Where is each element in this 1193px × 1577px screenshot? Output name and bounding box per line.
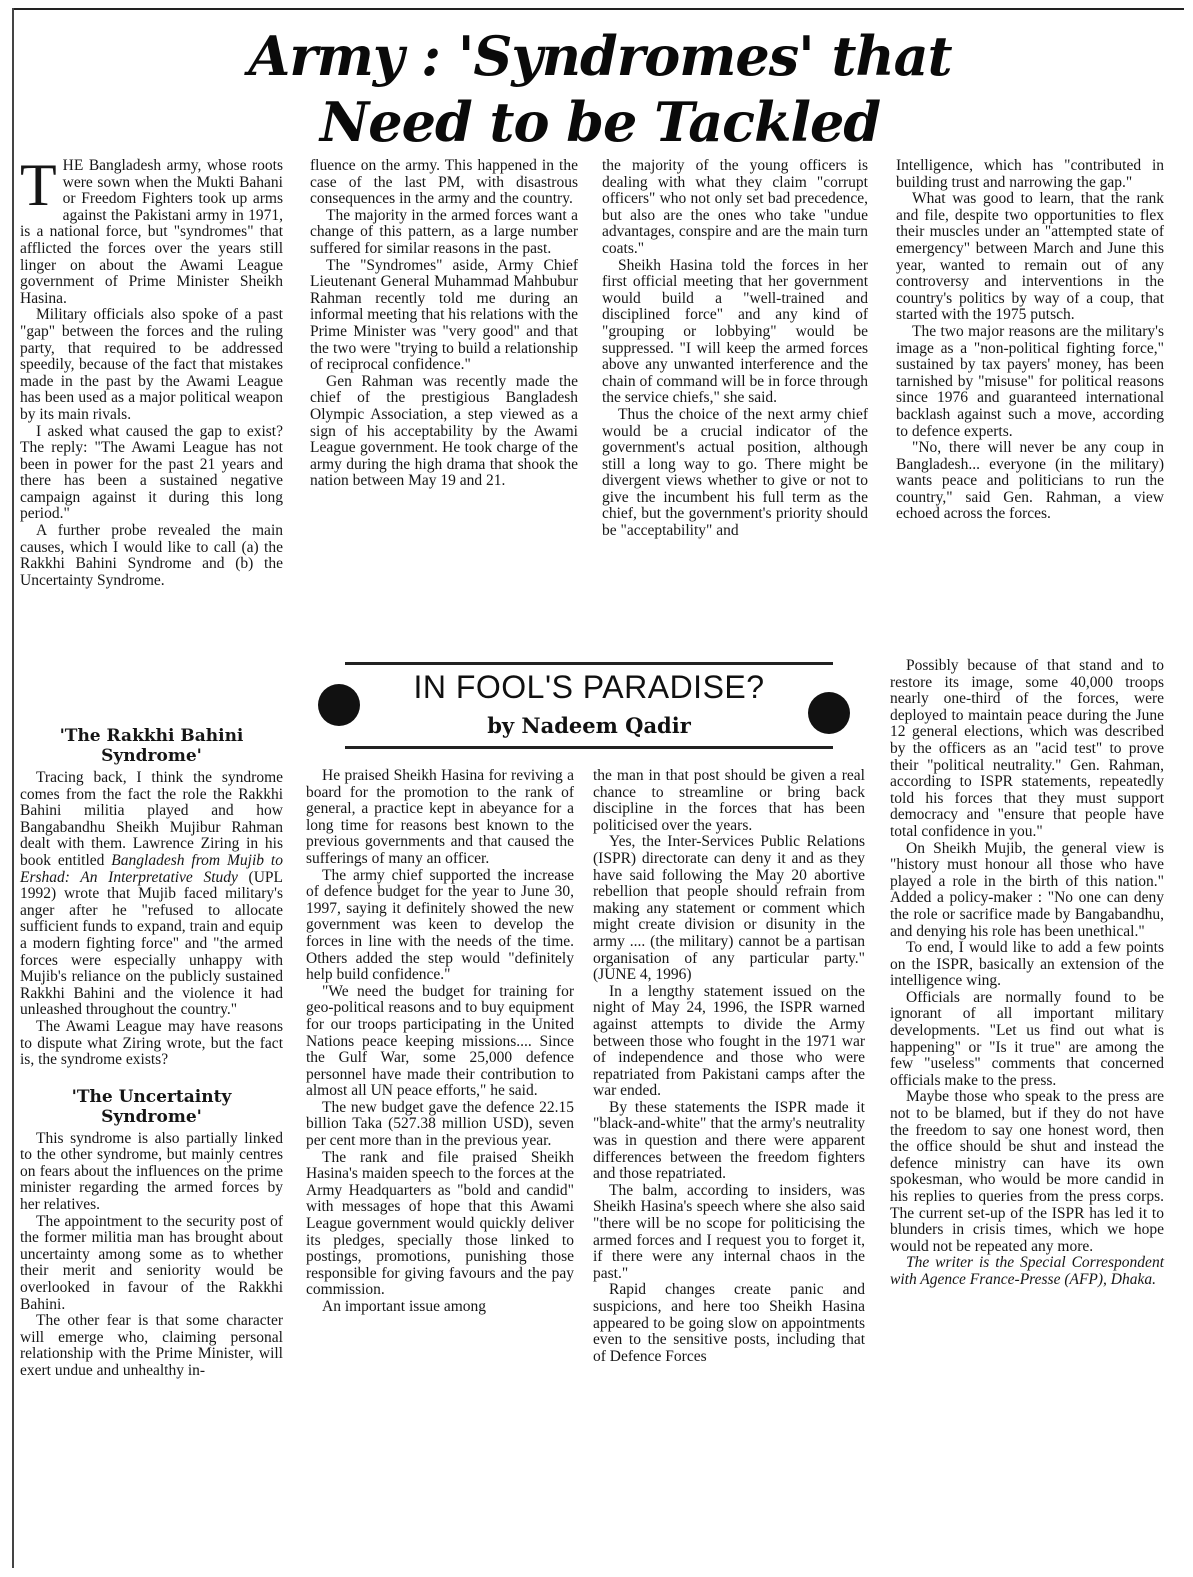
drop-cap: T: [20, 152, 57, 218]
bullet-dot-right: [808, 692, 850, 734]
paragraph: the majority of the young officers is dealing with what they claim "corrupt officers" who not only set bad precedence, but also are the ones who take "undue advantages, conspire and are the main turn coats.": [602, 157, 868, 257]
paragraph: Officials are normally found to be ignorant of all important military developments. "Let us find out what is happening" or "Is it true" are among the few "useless" comments that concerned officials make to the press.: [890, 988, 1164, 1089]
paragraph: The majority in the armed forces want a change of this pattern, as a large number suffered for similar reasons in the past.: [310, 206, 578, 257]
paragraph: Maybe those who speak to the press are not to be blamed, but if they do not have the freedom to say one honest word, then the office should be shut and instead the defence ministry can have its own spokesman, who would be more candid in his replies to queries from the press corps. The current set-up of the ISPR has led it to blunders in crisis times, which we hope would not be repeated any more.: [890, 1088, 1164, 1255]
paragraph: An important issue among: [322, 1298, 487, 1315]
paragraph: Rapid changes create panic and suspicions, and here too Sheikh Hasina appeared to be going slow on appointments even to the sensitive posts, including that of Defence Forces: [593, 1281, 865, 1365]
column-title: IN FOOL'S PARADISE?: [413, 669, 765, 705]
paragraph: fluence on the army. This happened in the case of the last PM, with disastrous consequences in the army and the country.: [310, 157, 578, 208]
article-column-2: [310, 158, 578, 490]
paragraph: In a lengthy statement issued on the night of May 24, 1996, the ISPR warned against attempts to divide the Army between those who fought in the 1971 war of independence and those who were repatriated from Pakistani camps after the war ended.: [593, 982, 865, 1100]
paragraph: The rank and file praised Sheikh Hasina's maiden speech to the forces at the Army Headquarters as "bold and candid" with messages of hope that this Awami League government would quickly deliver its pledges, specially those linked to postings, promotions, punishing those responsible for giving favours and the pay commission.: [306, 1148, 574, 1299]
paragraph: I asked what caused the gap to exist? The reply: "The Awami League has not been in power for the past 21 years and there has been a sustained negative campaign against it during this long period.": [20, 422, 283, 523]
paragraph: "We need the budget for training for geo-political reasons and to buy equipment for our troops participating in the United Nations peace keeping missions.... Since the Gulf War, some 25,000 defence personnel have made their contribution to almost all UN peace efforts," he said.: [306, 982, 574, 1100]
paragraph: Yes, the Inter-Services Public Relations (ISPR) directorate can deny it and as they have said following the May 20 abortive rebellion that people should refrain from making any statement or comment which might create division or disunity in the army .... (the military) cannot be a partisan organisation of any particular party." (JUNE 4, 1996): [593, 833, 865, 984]
paragraph: Gen Rahman was recently made the chief of the prestigious Bangladesh Olympic Association, a step viewed as a sign of his acceptability by the Awami League government. He took charge of the army during the high drama that shook the nation between May 19 and 21.: [310, 372, 578, 490]
paragraph: This syndrome is also partially linked to the other syndrome, but mainly centres on fears about the influences on the prime minister regarding the armed forces by her relatives.: [20, 1129, 283, 1214]
paragraph: Tracing back, I think the syndrome comes from the fact the role the Rakkhi Bahini militia played and how Bangabandhu Sheikh Mujibur Rahman dealt with them. Lawrence Ziring in his book entitled Bangladesh from Mujib to Ershad: An Interpretative Study (UPL 1992) wrote that Mujib faced military's anger after he "refused to allocate sufficient funds to expand, train and equip a modern fighting force" and "the armed forces were especially unhappy with Mujib's reliance on the publicly sustained Rakkhi Bahini and the violence it had unleashed throughout the country.": [20, 769, 283, 1019]
paragraph: "No, there will never be any coup in Bangladesh... everyone (in the military) wants peace and politicians to run the country," said Gen. Rahman, a view echoed across the forces.: [896, 439, 1164, 523]
paragraph: The Awami League may have reasons to dispute what Ziring wrote, but the fact is, the syndrome exists?: [20, 1017, 283, 1069]
paragraph: By these statements the ISPR made it "black-and-white" that the army's neutrality was in question and there were apparent differences between the freedom fighters and those repatriated.: [593, 1098, 865, 1183]
paragraph: Possibly because of that stand and to restore its image, some 40,000 troops nearly one-third of the forces, were deployed to maintain peace during the June 12 general elections, which was described by the officers as an "acid test" to prove their "political neutrality." Gen. Rahman, according to ISPR statements, repeatedly told his forces that they must support democracy and "ensure that people have total confidence in you.": [890, 657, 1164, 840]
paragraph: Military officials also spoke of a past "gap" between the forces and the ruling party, that required to be addressed speedily, because of the fact that mistakes made in the past by the Awami League has been used as a major political weapon by its main rivals.: [20, 306, 283, 423]
subheading-uncertainty: 'The Uncertainty Syndrome': [71, 1086, 232, 1127]
headline-line-2: Need to be Tackled: [319, 90, 881, 154]
paragraph: What was good to learn, that the rank and file, despite two opportunities to flex their muscles under an "attempted state of emergency" between March and June this year, wanted to remain out of any controversy and interventions in the country's politics by way of a coup, that started with the 1975 putsch.: [896, 190, 1164, 324]
article-column-4: [896, 158, 1164, 523]
paragraph: He praised Sheikh Hasina for reviving a board for the promotion to the rank of general, a practice kept in abeyance for a long time for reasons best known to the previous governments and that caused the sufferings of many an officer.: [306, 767, 574, 867]
paragraph: THE Bangladesh army, whose roots were sown when the Mukti Bahani or Freedom Fighters took up arms against the Pakistani army in 1971, is a national force, but "syndromes" that afflicted the forces over the years still linger on about the Awami League government of Prime Minister Sheikh Hasina.: [20, 152, 283, 307]
paragraph: The appointment to the security post of the former militia man has brought about uncertainty among some as to whether their merit and seniority would be overlooked in favour of the Rakkhi Bahini.: [20, 1212, 283, 1313]
article-column-2-lower: [306, 768, 574, 1316]
subheading-rakkhi-bahini: 'The Rakkhi Bahini Syndrome': [59, 726, 244, 766]
paragraph: The "Syndromes" aside, Army Chief Lieutenant General Muhammad Mahbubur Rahman recently told me during an informal meeting that his relations with the Prime Minister was "very good" and that the two were "trying to build a relationship of reciprocal confidence.": [310, 256, 578, 374]
box-rule-bottom: [345, 746, 833, 749]
book-title: Bangladesh from Mujib to Ershad: An Interpretative Study: [20, 851, 283, 886]
paragraph: The two major reasons are the military's image as a "non-political fighting force," sustained by tax payers' money, has been tarnished by "misuse" for political reasons since 1976 and guaranteed international backlash against such a move, according to defence experts.: [896, 322, 1164, 440]
paragraph: On Sheikh Mujib, the general view is "history must honour all those who have played a role in the birth of this nation." Added a policy-maker : "No one can deny the role or sacrifice made by Bangabandhu, and denying his role has been unethical.": [890, 839, 1164, 940]
box-rule-top: [345, 662, 833, 665]
paragraph: Thus the choice of the next army chief would be a crucial indicator of the government's actual position, although still a long way to go. There might be divergent views whether to give or not to give the incumbent his full term as the chief, but the government's priority should be "acceptability" and: [602, 405, 868, 540]
paragraph: The other fear is that some character will emerge who, claiming personal relationship with the Prime Minister, will exert undue and unhealthy in-: [20, 1312, 283, 1379]
paragraph: the man in that post should be given a real chance to streamline or bring back discipline in the forces that has been politicised over the years.: [593, 767, 865, 834]
byline: by Nadeem Qadir: [487, 713, 691, 738]
headline-line-1: Army : 'Syndromes' that: [248, 24, 952, 88]
paragraph: The balm, according to insiders, was Sheikh Hasina's speech where she also said "there will be no scope for politicising the armed forces and I request you to forget it, if there were any internal chaos in the past.": [593, 1181, 865, 1282]
article-column-3: [602, 158, 868, 540]
paragraph: To end, I would like to add a few points on the ISPR, basically an extension of the intelligence wing.: [890, 939, 1164, 990]
top-border: [12, 8, 1184, 10]
article-column-4-lower: [890, 658, 1164, 1289]
article-column-1: [20, 152, 283, 589]
paragraph: A further probe revealed the main causes, which I would like to call (a) the Rakkhi Bahini Syndrome and (b) the Uncertainty Syndrome.: [20, 522, 283, 589]
paragraph: Sheikh Hasina told the forces in her first official meeting that her government would build a "well-trained and disciplined force" and any kind of "grouping or lobbying" would be suppressed. "I will keep the armed forces above any unwanted interference and the chain of command will be in force through the service chiefs," she said.: [602, 256, 868, 407]
article-column-1-lower: [20, 708, 283, 1380]
paragraph: The army chief supported the increase of defence budget for the year to June 30, 1997, saying it definitely showed the new government was keen to develop the forces in line with the needs of the time. Others added the step would "definitely help build confidence.": [306, 866, 574, 984]
paragraph: The new budget gave the defence 22.15 billion Taka (527.38 million USD), seven per cent more than in the previous year.: [306, 1098, 574, 1150]
paragraph: Intelligence, which has "contributed in building trust and narrowing the gap.": [896, 157, 1164, 191]
article-column-3-lower: [593, 768, 865, 1365]
left-border: [12, 8, 14, 1568]
author-note: The writer is the Special Correspondent with Agence France-Presse (AFP), Dhaka.: [890, 1254, 1164, 1288]
